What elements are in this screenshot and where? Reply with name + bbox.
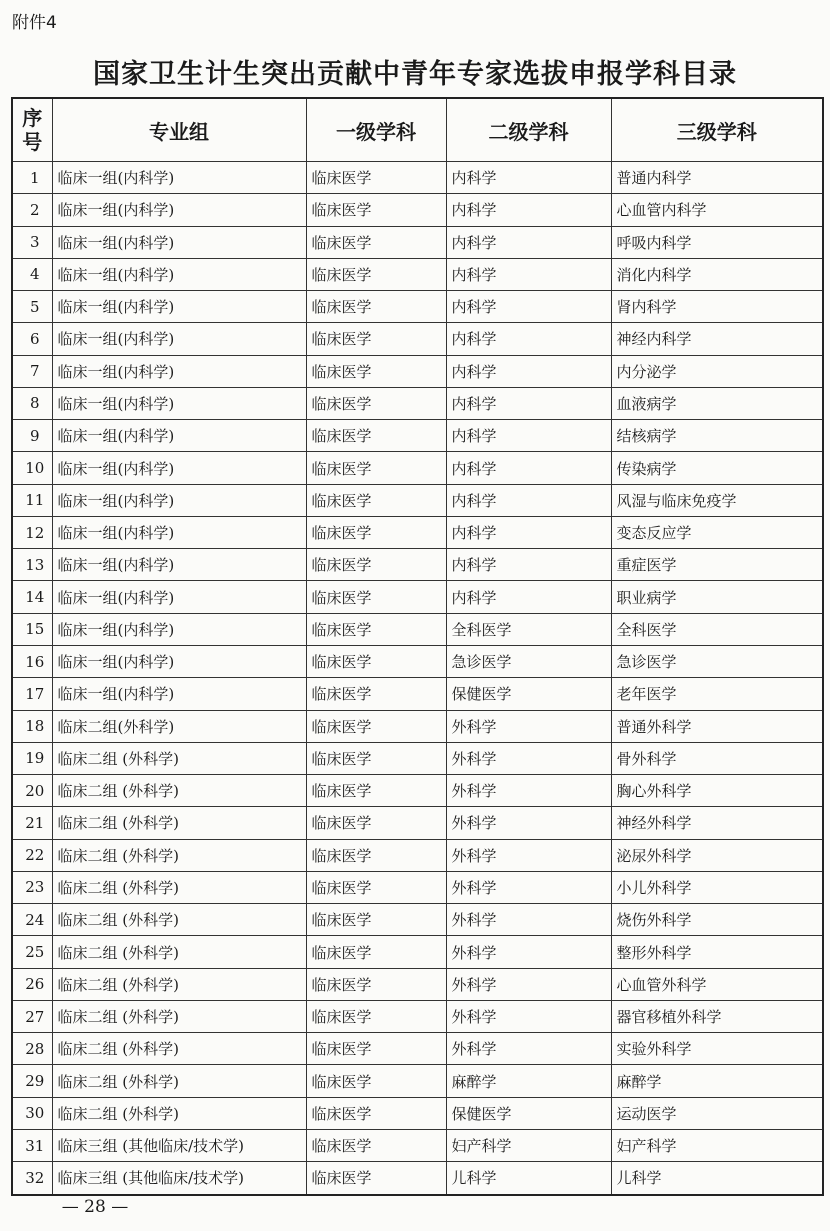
row-level1-cell: 临床医学 [306,194,446,226]
row-seq-cell: 13 [12,549,52,581]
table-row [12,710,823,742]
row-level3-cell: 老年医学 [611,678,823,710]
row-group-cell: 临床一组(内科学) [52,387,306,419]
header-seq-line2: 号 [22,130,43,154]
row-level1-cell: 临床医学 [306,516,446,548]
row-group-cell: 临床二组 (外科学) [52,936,306,968]
row-level1-cell: 临床医学 [306,1065,446,1097]
row-seq-cell: 9 [12,420,52,452]
row-level2-cell: 内科学 [446,387,611,419]
row-group-cell: 临床一组(内科学) [52,613,306,645]
row-seq-cell: 19 [12,742,52,774]
table-row [12,839,823,871]
table-row [12,420,823,452]
row-seq-cell: 3 [12,226,52,258]
row-seq-cell: 27 [12,1000,52,1032]
row-level2-cell: 外科学 [446,710,611,742]
row-level2-cell: 急诊医学 [446,645,611,677]
row-level3-cell: 肾内科学 [611,291,823,323]
header-level1: 一级学科 [306,98,446,162]
row-level1-cell: 临床医学 [306,452,446,484]
row-seq-cell: 25 [12,936,52,968]
row-seq-cell: 26 [12,968,52,1000]
row-level2-cell: 外科学 [446,871,611,903]
table-row [12,549,823,581]
row-level3-cell: 运动医学 [611,1097,823,1129]
row-group-cell: 临床二组 (外科学) [52,904,306,936]
table-row [12,1097,823,1129]
table-row [12,484,823,516]
row-group-cell: 临床二组 (外科学) [52,968,306,1000]
table-row [12,387,823,419]
table-header [12,98,823,162]
row-group-cell: 临床二组 (外科学) [52,807,306,839]
header-group: 专业组 [52,98,306,162]
row-level3-cell: 麻醉学 [611,1065,823,1097]
table-row [12,1162,823,1195]
row-level1-cell: 临床医学 [306,1097,446,1129]
row-level3-cell: 职业病学 [611,581,823,613]
row-group-cell: 临床一组(内科学) [52,549,306,581]
row-seq-cell: 24 [12,904,52,936]
row-level2-cell: 保健医学 [446,1097,611,1129]
row-level2-cell: 内科学 [446,194,611,226]
row-seq-cell: 5 [12,291,52,323]
row-seq-cell: 4 [12,258,52,290]
row-level2-cell: 外科学 [446,839,611,871]
row-seq-cell: 28 [12,1033,52,1065]
row-seq-cell: 7 [12,355,52,387]
table-row [12,1065,823,1097]
row-seq-cell: 22 [12,839,52,871]
row-level3-cell: 变态反应学 [611,516,823,548]
row-level3-cell: 全科医学 [611,613,823,645]
row-level2-cell: 内科学 [446,355,611,387]
row-level2-cell: 内科学 [446,323,611,355]
table-row [12,162,823,194]
row-level3-cell: 结核病学 [611,420,823,452]
row-level3-cell: 心血管内科学 [611,194,823,226]
row-level3-cell: 呼吸内科学 [611,226,823,258]
row-level3-cell: 消化内科学 [611,258,823,290]
row-level1-cell: 临床医学 [306,839,446,871]
row-level2-cell: 外科学 [446,968,611,1000]
row-level1-cell: 临床医学 [306,936,446,968]
row-level1-cell: 临床医学 [306,323,446,355]
row-seq-cell: 16 [12,645,52,677]
row-level3-cell: 传染病学 [611,452,823,484]
row-seq-cell: 21 [12,807,52,839]
row-level2-cell: 外科学 [446,1033,611,1065]
row-level1-cell: 临床医学 [306,1033,446,1065]
row-level2-cell: 外科学 [446,904,611,936]
table-row [12,516,823,548]
table-row [12,613,823,645]
row-level2-cell: 内科学 [446,291,611,323]
row-level1-cell: 临床医学 [306,871,446,903]
row-level1-cell: 临床医学 [306,162,446,194]
row-level2-cell: 妇产科学 [446,1129,611,1161]
annex-label: 附件4 [12,13,57,33]
row-group-cell: 临床一组(内科学) [52,516,306,548]
row-level2-cell: 内科学 [446,452,611,484]
row-seq-cell: 2 [12,194,52,226]
row-level2-cell: 外科学 [446,1000,611,1032]
row-level1-cell: 临床医学 [306,613,446,645]
row-level1-cell: 临床医学 [306,1000,446,1032]
row-seq-cell: 20 [12,775,52,807]
row-level2-cell: 内科学 [446,516,611,548]
row-level3-cell: 重症医学 [611,549,823,581]
row-level1-cell: 临床医学 [306,226,446,258]
row-seq-cell: 10 [12,452,52,484]
row-group-cell: 临床一组(内科学) [52,420,306,452]
row-group-cell: 临床一组(内科学) [52,291,306,323]
row-level3-cell: 实验外科学 [611,1033,823,1065]
table-row [12,452,823,484]
row-level1-cell: 临床医学 [306,710,446,742]
row-group-cell: 临床二组 (外科学) [52,1065,306,1097]
header-seq-line1: 序 [22,106,43,130]
table-body [12,162,823,1195]
table-row [12,581,823,613]
row-group-cell: 临床二组 (外科学) [52,839,306,871]
row-group-cell: 临床一组(内科学) [52,226,306,258]
row-level2-cell: 全科医学 [446,613,611,645]
row-level1-cell: 临床医学 [306,775,446,807]
row-group-cell: 临床一组(内科学) [52,484,306,516]
row-level1-cell: 临床医学 [306,387,446,419]
table-row [12,775,823,807]
table-row [12,355,823,387]
row-group-cell: 临床二组 (外科学) [52,742,306,774]
row-level2-cell: 内科学 [446,581,611,613]
row-level2-cell: 外科学 [446,742,611,774]
row-level2-cell: 内科学 [446,226,611,258]
table-row [12,291,823,323]
table-row [12,645,823,677]
row-group-cell: 临床一组(内科学) [52,452,306,484]
table-row [12,904,823,936]
row-level1-cell: 临床医学 [306,258,446,290]
table-row [12,678,823,710]
row-level1-cell: 临床医学 [306,807,446,839]
table-row [12,1033,823,1065]
row-level3-cell: 急诊医学 [611,645,823,677]
row-seq-cell: 29 [12,1065,52,1097]
row-level2-cell: 外科学 [446,775,611,807]
row-level3-cell: 神经内科学 [611,323,823,355]
row-seq-cell: 32 [12,1162,52,1195]
table-row [12,194,823,226]
table-row [12,1000,823,1032]
row-group-cell: 临床二组 (外科学) [52,1033,306,1065]
row-level2-cell: 内科学 [446,484,611,516]
table-row [12,323,823,355]
row-seq-cell: 6 [12,323,52,355]
row-level2-cell: 内科学 [446,549,611,581]
row-group-cell: 临床二组(外科学) [52,710,306,742]
row-level3-cell: 神经外科学 [611,807,823,839]
row-level1-cell: 临床医学 [306,678,446,710]
row-level1-cell: 临床医学 [306,1162,446,1195]
header-seq [12,98,52,162]
row-seq-cell: 11 [12,484,52,516]
row-seq-cell: 17 [12,678,52,710]
row-group-cell: 临床三组 (其他临床/技术学) [52,1162,306,1195]
discipline-table [11,97,824,1196]
table-row [12,742,823,774]
row-level3-cell: 普通内科学 [611,162,823,194]
header-level2: 二级学科 [446,98,611,162]
table-row [12,258,823,290]
row-group-cell: 临床一组(内科学) [52,581,306,613]
header-level3: 三级学科 [611,98,823,162]
row-level2-cell: 内科学 [446,420,611,452]
table-row [12,1129,823,1161]
row-group-cell: 临床一组(内科学) [52,645,306,677]
row-level2-cell: 内科学 [446,162,611,194]
row-seq-cell: 15 [12,613,52,645]
row-seq-cell: 18 [12,710,52,742]
row-level3-cell: 内分泌学 [611,355,823,387]
row-seq-cell: 30 [12,1097,52,1129]
row-level3-cell: 普通外科学 [611,710,823,742]
row-level1-cell: 临床医学 [306,581,446,613]
table-row [12,871,823,903]
row-level3-cell: 器官移植外科学 [611,1000,823,1032]
row-level2-cell: 麻醉学 [446,1065,611,1097]
row-group-cell: 临床二组 (外科学) [52,871,306,903]
row-group-cell: 临床一组(内科学) [52,355,306,387]
row-level1-cell: 临床医学 [306,291,446,323]
header-row [12,98,823,162]
row-level3-cell: 泌尿外科学 [611,839,823,871]
row-seq-cell: 14 [12,581,52,613]
row-level3-cell: 骨外科学 [611,742,823,774]
row-group-cell: 临床一组(内科学) [52,678,306,710]
row-level2-cell: 儿科学 [446,1162,611,1195]
row-group-cell: 临床一组(内科学) [52,162,306,194]
row-level3-cell: 小儿外科学 [611,871,823,903]
row-group-cell: 临床三组 (其他临床/技术学) [52,1129,306,1161]
row-level1-cell: 临床医学 [306,420,446,452]
row-level3-cell: 血液病学 [611,387,823,419]
row-level3-cell: 风湿与临床免疫学 [611,484,823,516]
row-seq-cell: 12 [12,516,52,548]
page-number: — 28 — [61,1197,129,1217]
row-level2-cell: 保健医学 [446,678,611,710]
row-group-cell: 临床二组 (外科学) [52,1097,306,1129]
row-level2-cell: 外科学 [446,807,611,839]
row-level1-cell: 临床医学 [306,484,446,516]
row-level3-cell: 妇产科学 [611,1129,823,1161]
row-seq-cell: 23 [12,871,52,903]
row-seq-cell: 31 [12,1129,52,1161]
row-level3-cell: 心血管外科学 [611,968,823,1000]
row-level2-cell: 外科学 [446,936,611,968]
document-title: 国家卫生计生突出贡献中青年专家选拔申报学科目录 [93,59,737,90]
row-group-cell: 临床一组(内科学) [52,323,306,355]
table-row [12,807,823,839]
row-level1-cell: 临床医学 [306,355,446,387]
row-level1-cell: 临床医学 [306,968,446,1000]
table-row [12,226,823,258]
row-seq-cell: 8 [12,387,52,419]
row-level3-cell: 烧伤外科学 [611,904,823,936]
table-row [12,968,823,1000]
row-seq-cell: 1 [12,162,52,194]
row-group-cell: 临床二组 (外科学) [52,1000,306,1032]
table-row [12,936,823,968]
row-level1-cell: 临床医学 [306,549,446,581]
row-level1-cell: 临床医学 [306,904,446,936]
row-level1-cell: 临床医学 [306,645,446,677]
row-level3-cell: 儿科学 [611,1162,823,1195]
row-level3-cell: 胸心外科学 [611,775,823,807]
row-group-cell: 临床一组(内科学) [52,194,306,226]
row-group-cell: 临床一组(内科学) [52,258,306,290]
row-level1-cell: 临床医学 [306,1129,446,1161]
row-level3-cell: 整形外科学 [611,936,823,968]
row-level2-cell: 内科学 [446,258,611,290]
row-level1-cell: 临床医学 [306,742,446,774]
row-group-cell: 临床二组 (外科学) [52,775,306,807]
